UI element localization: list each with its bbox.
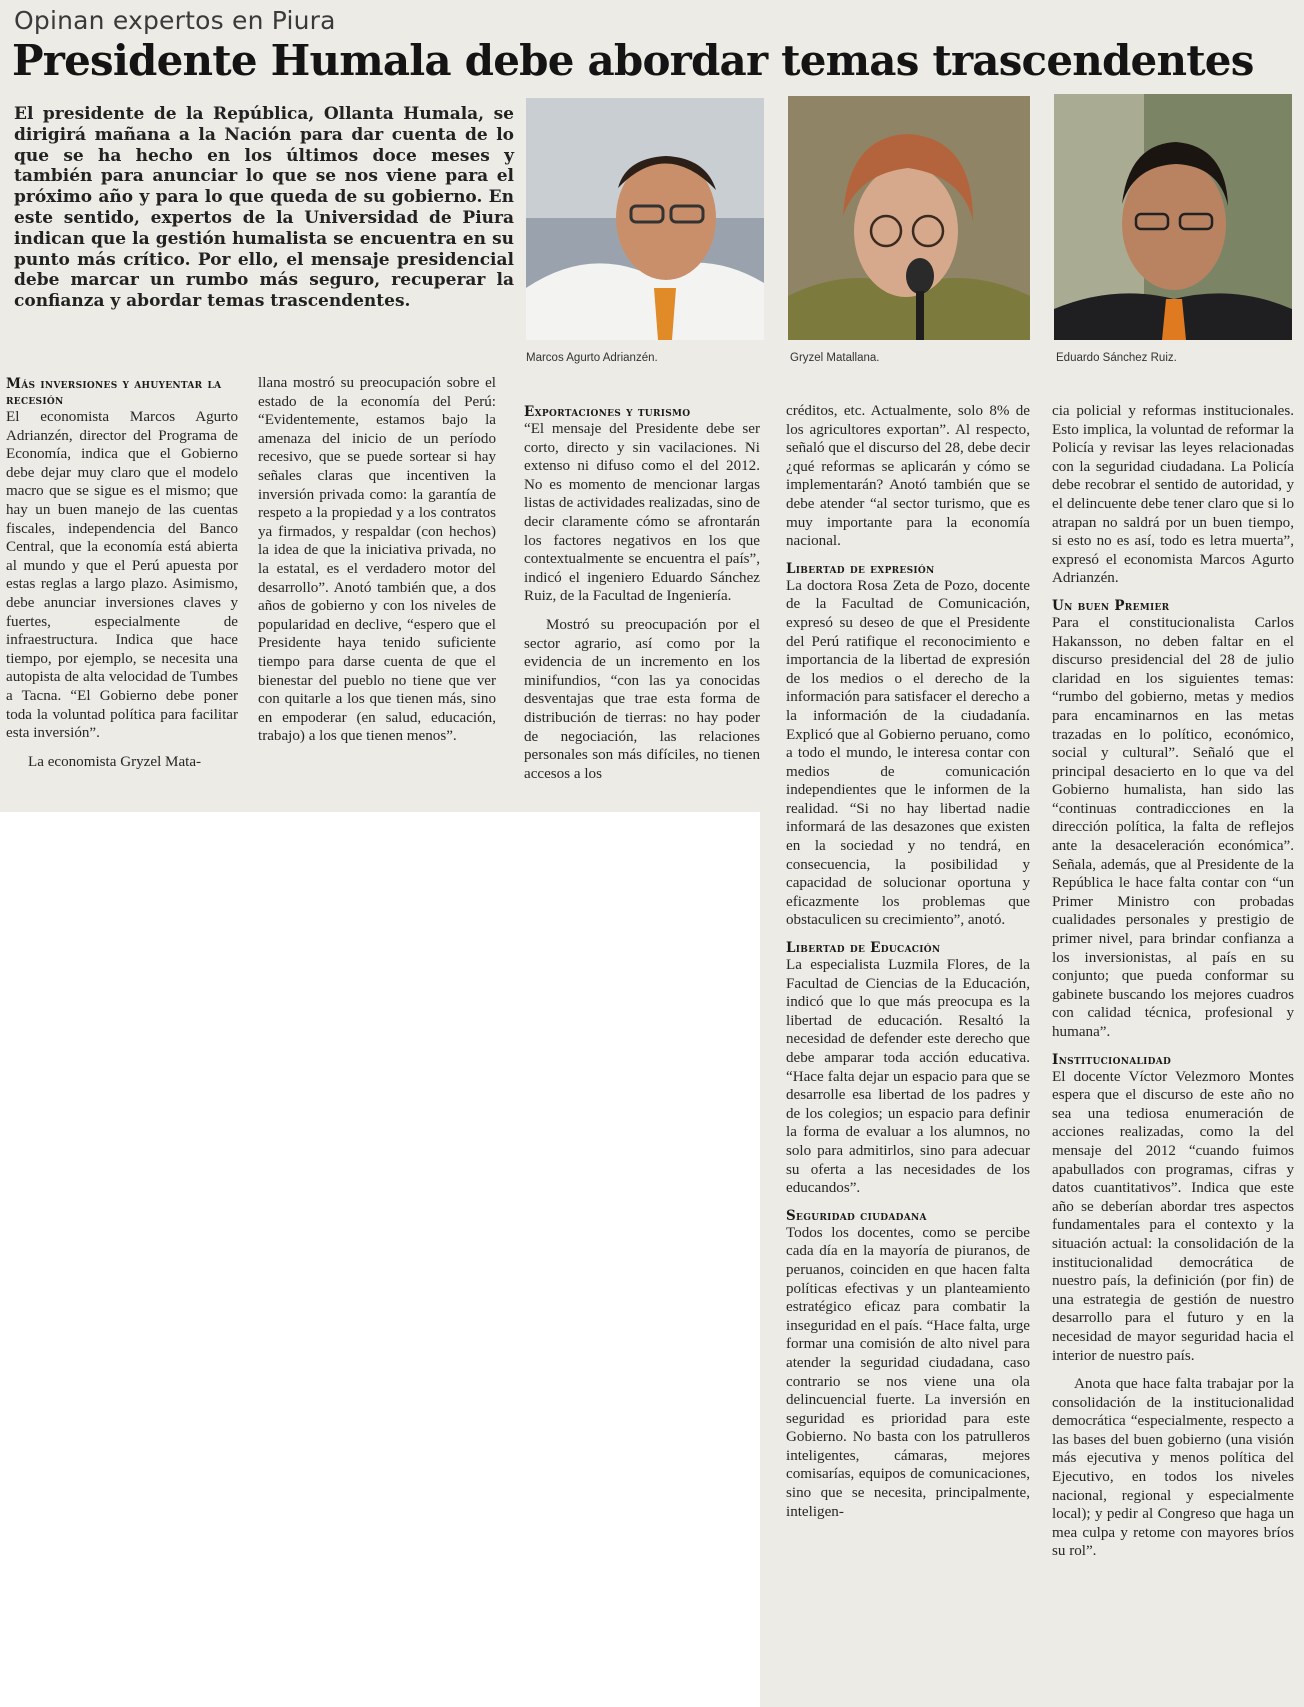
- subheading-inversiones: Más inversiones y ahuyentar la recesión: [6, 376, 222, 408]
- paragraph: La especialista Luzmila Flores, de la Facultad de Ciencias de la Educación, indicó que lo que más preocupa es la libertad de educación. Resaltó la necesidad de defender este derecho que debe amparar toda acción educativa. “Hace falta dejar un espacio para que se desarrolle esa libertad de los padres y de los colegios; un espacio para definir la forma de evaluar a los alumnos, no solo para admitirlos, sino para adecuar su oferta a las necesidades de los educandos”.: [786, 957, 1030, 1197]
- paragraph: El docente Víctor Velezmoro Montes espera que el discurso de este año no sea una tediosa enumeración de acciones realizadas, como la del mensaje del 2012 “cuando fuimos apabullados con programas, cifras y datos cuantitativos”. Indica que este año se deberían abordar tres aspectos fundamentales para el contexto y la situación actual: la consolidación de la institucionalidad democrática de nuestro país, la definición (por fin) de una estrategia de gestión de nuestro desarrollo para el futuro y en la necesidad de mayor seguridad hacia el interior de nuestro país.: [1052, 1068, 1294, 1364]
- portrait-man-glasses-orange-tie-icon: [526, 98, 764, 340]
- paragraph: Para el constitucionalista Carlos Hakansson, no deben faltar en el discurso presidencial del 28 de julio claridad en los siguientes temas: “rumbo del gobierno, metas y medios para encaminarnos en las metas trazadas en lo político, económico, social y cultural”. Señaló que el principal desacierto en lo que va del Gobierno humalista, han sido las “continuas contradicciones en la dirección política, la falta de reflejos ante la desaceleración económica”. Señala, además, que al Presidente de la República le hace falta contar con “un Primer Ministro con probadas cualidades personales y prestigio de primer nivel, para brindar confianza a los inversionistas, al país en su conjunto; que pueda conformar su gabinete buscando los mejores cuadros con calidad técnica, profesional y humana”.: [1052, 614, 1294, 1040]
- column-3: [524, 404, 760, 812]
- paragraph: cia policial y reformas institucionales. Esto implica, la voluntad de reformar la Policía y revisar las leyes relacionadas con la seguridad ciudadana. La Policía debe recobrar el sentido de autoridad, y el delincuente debe tener claro que si lo atrapan no saldrá por un buen tiempo, si esto no es así, todo es letra muerta”, expresó el economista Marcos Agurto Adrianzén.: [1052, 403, 1294, 587]
- subheading-seguridad: Seguridad ciudadana: [786, 1207, 927, 1224]
- paragraph: Mostró su preocupación por el sector agrario, así como por la evidencia de un incremento en los minifundios, “con las ya conocidas desventajas que trae esta forma de distribución de tierras: no hay poder de negociación, las relaciones personales son más difíciles, no tienen accesos a los: [524, 616, 760, 782]
- lede-paragraph: El presidente de la República, Ollanta Humala, se dirigirá mañana a la Nación para dar cuenta de lo que se ha hecho en los últimos doce meses y también para anunciar lo que se nos viene para el próximo año y para lo que queda de su gobierno. En este sentido, expertos de la Universidad de Piura indican que la gestión humalista se encuentra en su punto más crítico. Por ello, el mensaje presidencial debe marcar un rumbo más seguro, recuperar la confianza y abordar temas trascendentes.: [14, 104, 514, 312]
- portrait-woman-glasses-microphone-icon: [788, 96, 1030, 340]
- subheading-exportaciones: Exportaciones y turismo: [524, 404, 691, 420]
- photo-eduardo-sanchez: [1054, 94, 1292, 340]
- column-2: [258, 374, 496, 806]
- photo-gryzel-matallana: [788, 96, 1030, 340]
- column-4: [786, 402, 1030, 1702]
- photo-marcos-agurto: [526, 98, 764, 340]
- subheading-institucionalidad: Institucionalidad: [1052, 1051, 1172, 1068]
- column-1: [6, 376, 238, 804]
- caption-1: Marcos Agurto Adrianzén.: [526, 352, 658, 364]
- caption-2: Gryzel Matallana.: [790, 352, 880, 364]
- paragraph: El economista Marcos Agurto Adrianzén, director del Programa de Economía, indica que el Gobierno debe dejar muy claro que el modelo macro que se sigue es el mismo; que hay un buen manejo de las cuentas fiscales, independencia del Banco Central, que la economía está abierta al mundo y que el Perú apuesta por estas reglas a largo plazo. Asimismo, debe anunciar inversiones claves y fuertes, especialmente de infraestructura. Indica que hace tiempo, por ejemplo, se necesita una autopista de alta velocidad de Tumbes a Tacna. “El Gobierno debe poner toda la voluntad política para facilitar esta inversión”.: [6, 409, 238, 742]
- subheading-libertad-expresion: Libertad de expresión: [786, 560, 935, 577]
- paragraph: La doctora Rosa Zeta de Pozo, docente de la Facultad de Comunicación, expresó su deseo de que el Presidente del Perú ratifique el reconocimiento e importancia de la libertad de expresión de los medios o el derecho de la información para satisfacer el derecho a la información de la ciudadanía. Explicó que al Gobierno peruano, como a todo el mundo, le interesa contar con medios de comunicación independientes que le informen de la realidad. “Si no hay libertad nadie informará de las desazones que existen en la sociedad y no tendrá, en consecuencia, la posibilidad y capacidad de solucionar oportuna y eficazmente los problemas que obstaculicen su crecimiento”, anotó.: [786, 577, 1030, 929]
- paragraph: La economista Gryzel Mata-: [28, 753, 202, 770]
- subheading-premier: Un buen Premier: [1052, 597, 1170, 614]
- paragraph: créditos, etc. Actualmente, solo 8% de los agricultores exportan”. Al respecto, señaló que el discurso del 28, debe decir ¿qué reformas se aplicarán y cómo se implementarán? Anotó también que se debe atender “al sector turismo, que es muy importante para la economía nacional.: [786, 403, 1030, 550]
- subheading-libertad-educacion: Libertad de Educación: [786, 940, 941, 957]
- paragraph: llana mostró su preocupación sobre el estado de la economía del Perú: “Evidentemente, estamos bajo la amenaza del inicio de un período recesivo, que se puede sortear si hay señales claras que incentiven la inversión privada como: la garantía de respeto a la propiedad y a los contratos ya firmados, y respaldar (con hechos) la idea de que la iniciativa privada, no la estatal, es el verdadero motor del desarrollo”. Anotó también que, a dos años de gobierno y con los niveles de popularidad en declive, “espero que el Presidente haya tenido suficiente tiempo para darse cuenta de que el bienestar del pueblo no tiene que ver con quitarle a los que tienen más, sino en empoderar (en salud, educación, trabajo) a los que tienen menos”.: [258, 375, 496, 745]
- paragraph: Anota que hace falta trabajar por la consolidación de la institucionalidad democrática “especialmente, respecto a las bases del buen gobierno (una visión más ejecutiva y menos política del Ejecutivo, en todos los niveles nacional, regional y especialmente local); y pedir al Congreso que haga un mea culpa y retome con mayores bríos su rol”.: [1052, 1376, 1294, 1560]
- headline: Presidente Humala debe abordar temas trascendentes: [12, 36, 1254, 85]
- column-5: [1052, 402, 1294, 1702]
- paragraph: “El mensaje del Presidente debe ser corto, directo y sin vacilaciones. Ni extenso ni difuso como el del 2012. No es momento de mencionar largas listas de actividades realizadas, sino de decir claramente cómo se afrontarán los factores negativos en los que contextualmente se encuentra el país”, indicó el ingeniero Eduardo Sánchez Ruiz, de la Facultad de Ingeniería.: [524, 421, 760, 605]
- caption-3: Eduardo Sánchez Ruiz.: [1056, 352, 1177, 364]
- portrait-man-glasses-smiling-icon: [1054, 94, 1292, 340]
- paragraph: Todos los docentes, como se percibe cada día en la mayoría de piuranos, de peruanos, coinciden en que hacen falta políticas efectivas y un planteamiento estratégico eficaz para combatir la inseguridad en el país. “Hace falta, urge formar una comisión de alto nivel para atender la seguridad ciudadana, caso contrario se nos viene una ola delincuencial fuerte. La inversión en seguridad es prioridad para este Gobierno. No basta con los patrulleros inteligentes, cámaras, mejores comisarías, equipos de comunicaciones, sino que se necesita, principalmente, inteligen-: [786, 1224, 1030, 1520]
- kicker: Opinan expertos en Piura: [14, 6, 336, 35]
